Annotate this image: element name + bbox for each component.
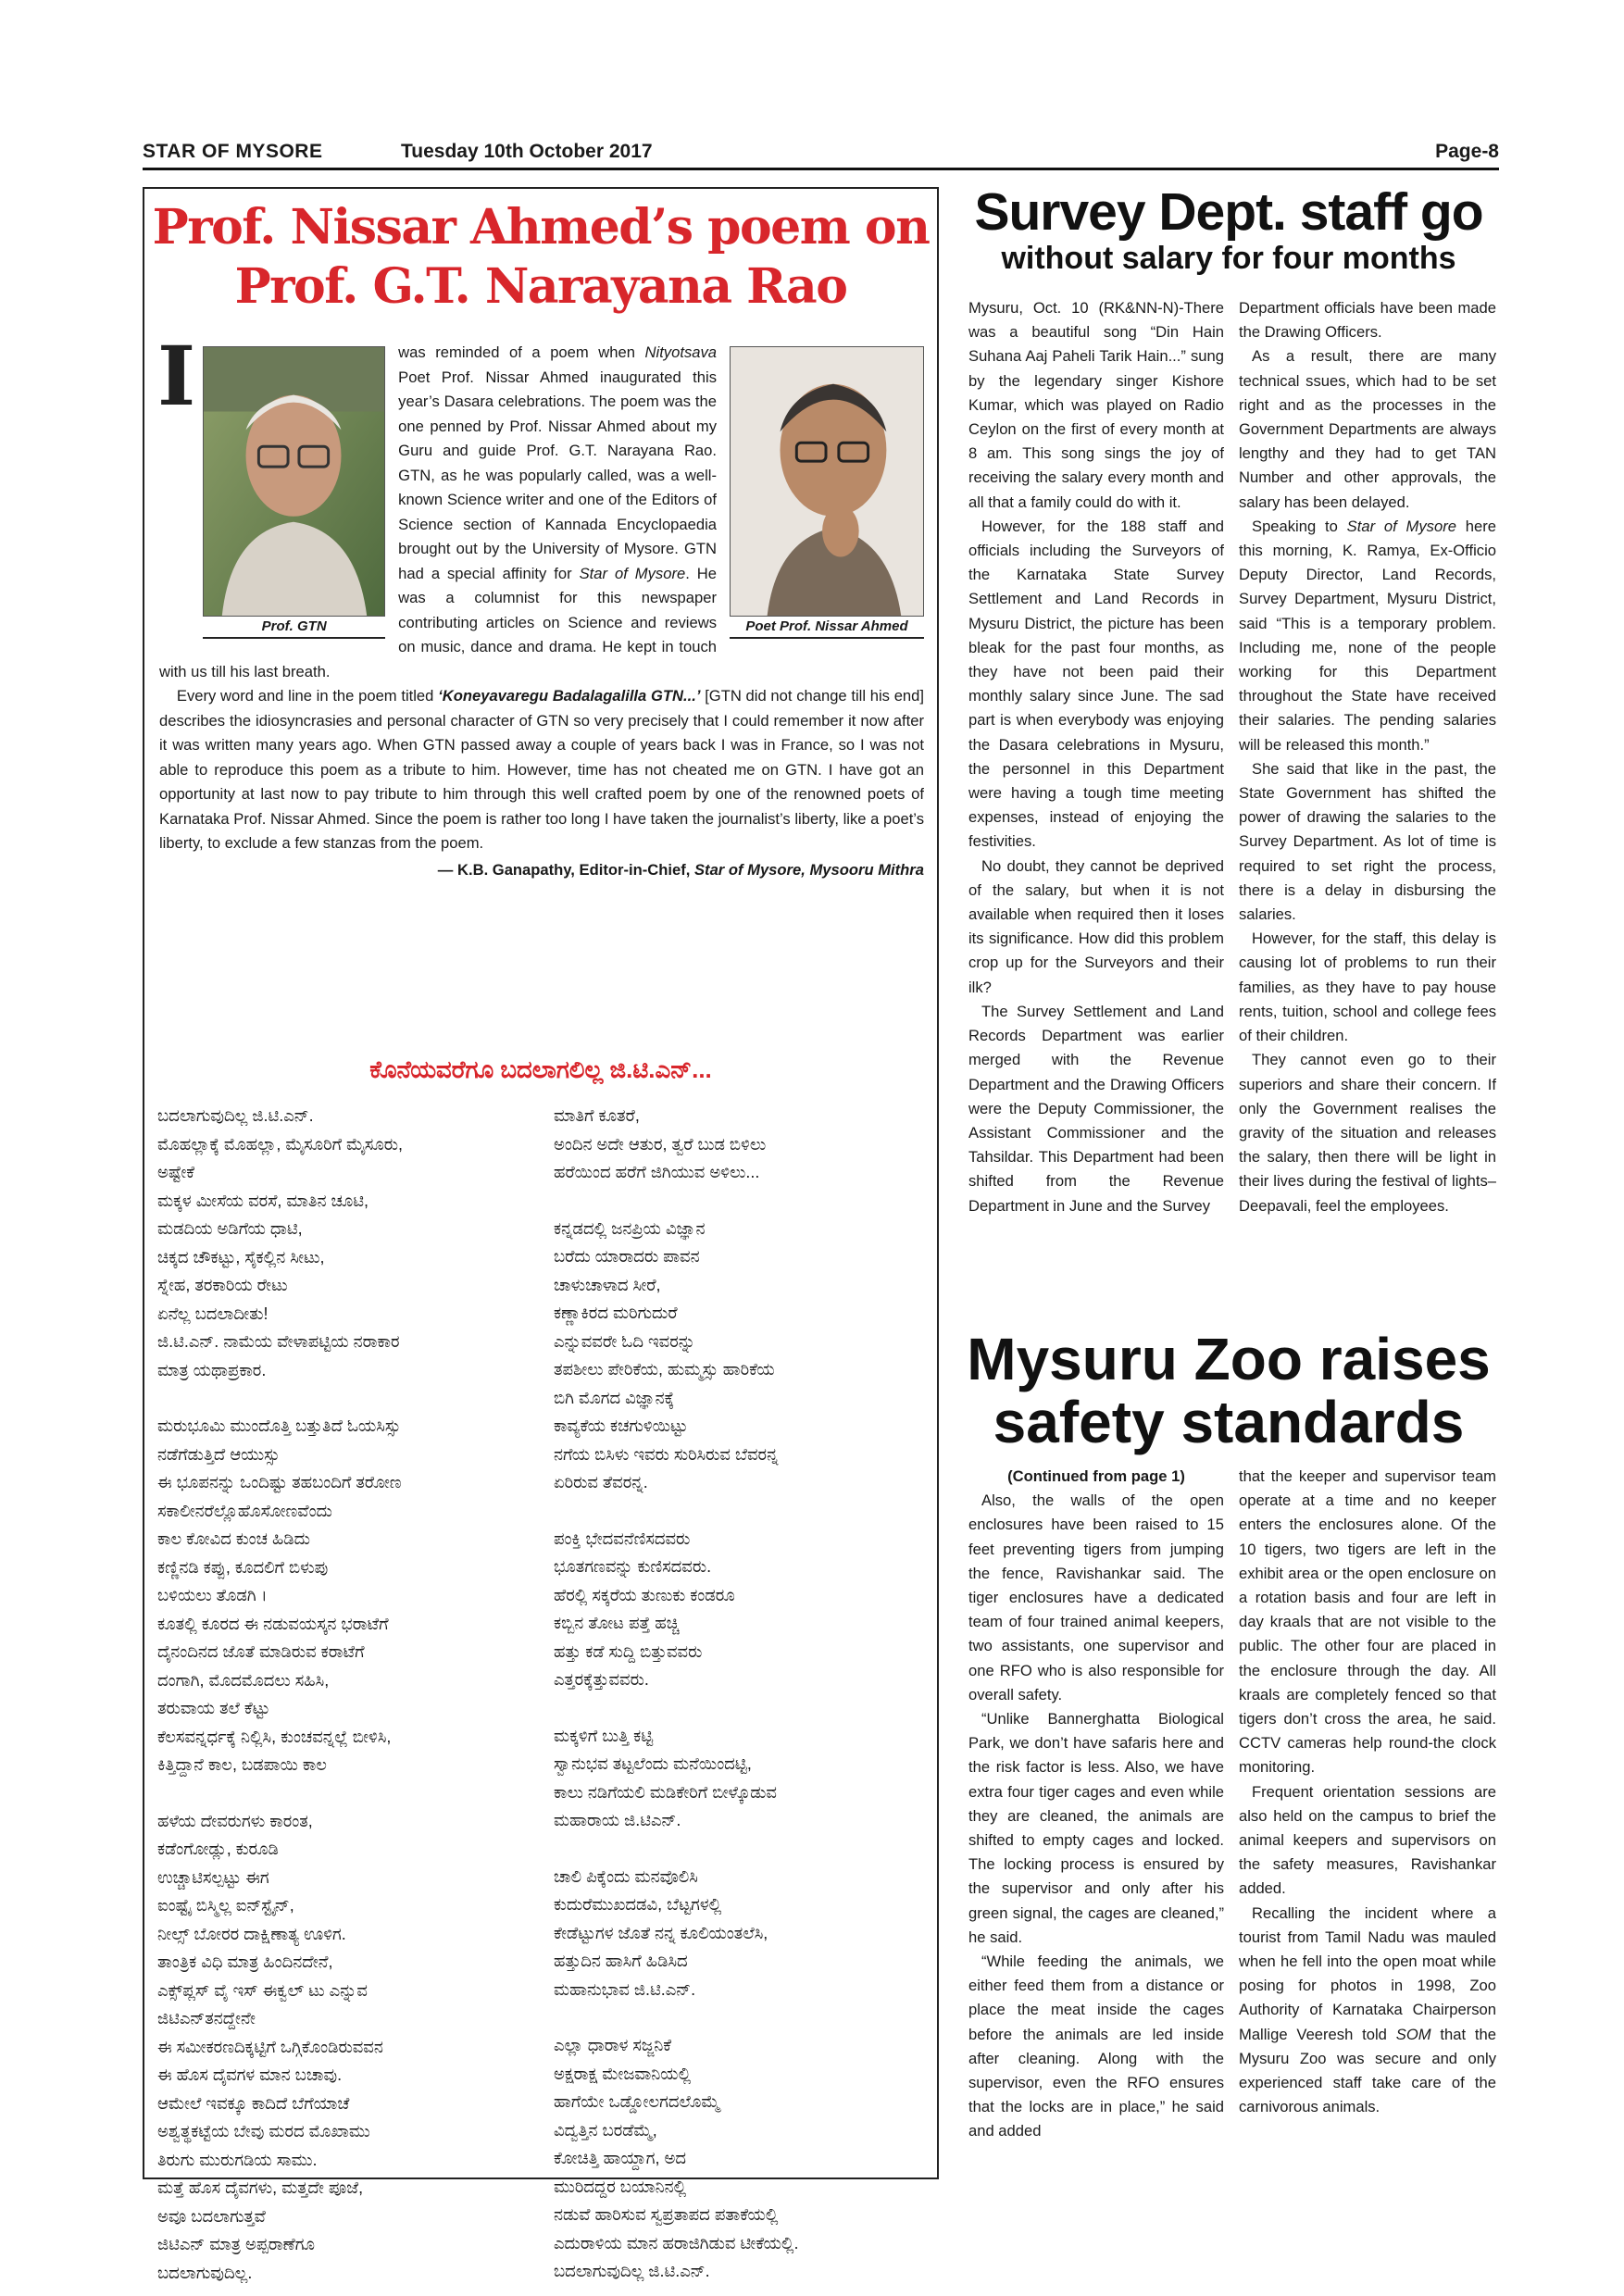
poem-line: ನೀಲ್ಸ್ ಬೋರರ ದಾಕ್ಷಿಣಾತ್ಯ ಊಳಿಗ. bbox=[157, 1924, 346, 1943]
poem-stanza bbox=[554, 1525, 933, 1694]
poem-line: ಅವೂ ಬದಲಾಗುತ್ತವೆ bbox=[157, 2206, 266, 2226]
survey-column-right: Department officials have been made the Drawing Officers. As a result, there are many technical ssues, which had to be set right and as the processes in the Government Departments are always lengthy and they had to get TAN Number and other approvals, the salary has been delayed. Speaking to Star of Mysore here this morning, K. Ramya, Ex-Officio Deputy Director, Land Records, Survey Department, Mysuru District, said “This is a temporary problem. Including me, none of the people working for this Department throughout the State have received their salaries. The pending salaries will be released this month.” She said that like in the past, the State Government has shifted the power of drawing the salaries to the Survey Department. As lot of time is required to set right the process, there is a delay in disbursing the salaries. However, for the staff, this delay is causing lot of problems to run their families, as they have to pay house rents, tuition, school and college fees of their children. They cannot even go to their superiors and share their concern. If only the Government realises the gravity of the situation and releases the salary, then there will be light in their lives during the festival of lights–Deepavali, feel the employees. bbox=[1239, 299, 1496, 1215]
poem-line: ಈ ಸಮೀಕರಣದಿಕ್ಕಟ್ಟಿಗೆ ಒಗ್ಗಿಕೊಂಡಿರುವವನ bbox=[157, 2037, 383, 2056]
poem-line: ಬಳಿಯಲು ತೊಡಗಿ । bbox=[157, 1586, 268, 1604]
poem-line: ಈ ಭೂಪನನ್ನು ಒಂದಿಷ್ಟು ತಹಬಂದಿಗೆ ತರೋಣ bbox=[157, 1473, 402, 1491]
poem-line: ಕಾಲ ಕೋವಿದ ಕುಂಚ ಹಿಡಿದು bbox=[157, 1529, 310, 1548]
poem-line: ಮುರಿದದ್ದರ ಬಯಾನಿನಲ್ಲಿ bbox=[554, 2177, 687, 2196]
poem-line: ದೈನಂದಿನದ ಜೊತೆ ಮಾಡಿರುವ ಕರಾಟೆಗೆ bbox=[157, 1642, 365, 1661]
poem-line: ಕಬ್ಬಿನ ತೋಟ ಪತ್ತೆ ಹಚ್ಚಿ bbox=[554, 1614, 680, 1632]
poem-line: ಅಷ್ಟೇಕೆ bbox=[157, 1163, 195, 1181]
poem-line: ಕಾಲು ನಡಿಗೆಯಲಿ ಮಡಿಕೇರಿಗೆ ಬೀಳ್ಕೊಡುವ bbox=[554, 1782, 777, 1802]
photo-caption: Prof. GTN bbox=[203, 617, 385, 639]
poem-line: ಎನ್ನುವವರೇ ಓದಿ ಇವರನ್ನು bbox=[554, 1331, 695, 1351]
poem-line: ಚಾಲಿ ಪಿಕ್ಕೆಂದು ಮನವೊಲಿಸಿ bbox=[554, 1866, 698, 1886]
feature-intro: I was reminded of a poem when Nityotsava Prof. GTN Poet Prof. Nissar Ahmed Poet Prof. Nissar Ahmed inaugurated this year’s Dasara celebrations. The poem was the one penned by Prof. Nissar Ahmed about my Guru and guide Prof. G.T. Narayana Rao. GTN, as he was popularly called, was a well-known Science writer and one of the Editors of Science section of Kannada Encyclopaedia brought out by the University of Mysore. GTN had a special affinity for Star of Mysore. He was a columnist for this newspaper contributing articles on Science and reviews on music, dance and drama. He kept in touch with us till his last breath. Every word and line in the poem titled ‘Koneyavaregu Badalagalilla GTN...’ [GTN did not change till his end] describes the idiosyncrasies and personal character of GTN so very precisely that I could remember it now after it was written many years ago. When GTN passed away a couple of years back I was in France, so I was not able to reproduce this poem as a tribute to him. However, time has not cheated me on GTN. I have got an opportunity at last now to pay tribute to him through this well crafted poem by one of the renowned poets of Karnataka Prof. Nissar Ahmed. Since the poem is rather too long I have taken the journalist’s liberty, like a poet’s liberty, to exclude a few stanzas from the poem. — K.B. Ganapathy, Editor-in-Chief, Star of Mysore, Mysooru Mithra bbox=[159, 341, 924, 882]
poem-line: ಅಕ್ಷರಾಕ್ಷ ಮೇಜವಾನಿಯಲ್ಲಿ bbox=[554, 2064, 692, 2083]
photo-prof-gtn bbox=[203, 346, 385, 641]
poem-line: ಮಹಾರಾಯ ಜಿ.ಟಿಎನ್. bbox=[554, 1811, 681, 1829]
poem-column-left bbox=[157, 1102, 546, 2296]
survey-headline: Survey Dept. staff go bbox=[974, 182, 1483, 242]
poem-line: ಬಿಗಿ ಮೊಗದ ವಿಜ್ಞಾನಕ್ಕೆ bbox=[554, 1388, 675, 1407]
masthead bbox=[143, 137, 1499, 170]
poem-line: ನಡೆಗೆಡುತ್ತಿದೆ ಆಯುಸ್ಸು bbox=[157, 1444, 281, 1464]
article-paragraph: No doubt, they cannot be deprived of the salary, but when it is not available when required then it loses its significance. How did this problem crop up for the Surveyors and their ilk? bbox=[968, 856, 1224, 996]
poem-line: ಜಿಟಿಎನ್ ಮಾತ್ರ ಅಪ್ಪರಾಣೆಗೂ bbox=[157, 2235, 316, 2253]
poem-line: ಮಾತ್ರ ಯಥಾಪ್ರಕಾರ. bbox=[157, 1360, 267, 1379]
drop-cap: I bbox=[157, 328, 196, 424]
poem-stanza bbox=[554, 1863, 933, 2004]
poem-line: ಅಂದಿನ ಅದೇ ಆತುರ, ತ್ವರೆ ಬುಡ ಬಿಳಿಲು bbox=[554, 1134, 767, 1154]
poem-line: ನಗೆಯ ಬಿಸಿಳು ಇವರು ಸುರಿಸಿರುವ ಬೆವರನ್ನ bbox=[554, 1444, 779, 1464]
article-paragraph: The Survey Settlement and Land Records Department was earlier merged with the Revenue Department and the Drawing Officers were the Deputy Commissioner, the Assistant Commissioner and the Tahsildar. This Department had been shifted from the Revenue Department in June and the Survey bbox=[968, 1002, 1224, 1215]
survey-subheadline: without salary for four months bbox=[1001, 241, 1456, 276]
poem-line: ಮತ್ತೆ ಹೊಸ ದೈವಗಳು, ಮತ್ತದೇ ಪೂಜೆ, bbox=[157, 2178, 364, 2197]
poem-line: ನಡುವೆ ಹಾರಿಸುವ ಸ್ವಪ್ರತಾಪದ ಪತಾಕೆಯಲ್ಲಿ bbox=[554, 2205, 779, 2224]
feature-headline: Prof. Nissar Ahmed’s poem on Prof. G.T. Narayana Rao bbox=[152, 199, 930, 315]
poem-line: ಬರೆದು ಯಾರಾದರು ಪಾವನ bbox=[554, 1247, 700, 1266]
poem-line: ಚಾಳುಚಾಳಾದ ಸೀರೆ, bbox=[554, 1275, 661, 1294]
poem-line: ಕಾವ್ಯಕೆಯ ಕಚಗುಳಿಯಿಟ್ಟು bbox=[554, 1416, 688, 1435]
poem-line: ತಾಂತ್ರಿಕ ವಿಧಿ ಮಾತ್ರ ಹಿಂದಿನದೇನೆ, bbox=[157, 1953, 333, 1971]
poem-line: ಕೆಲಸವನ್ನರ್ಧಕ್ಕೆ ನಿಲ್ಲಿಸಿ, ಕುಂಚವನ್ನಲ್ಲೆ ಬೀಳಿಸಿ, bbox=[157, 1727, 392, 1746]
article-paragraph: “While feeding the animals, we either feed them from a distance or place the meat inside the cages before the animals are led inside after cleaning. Along with the supervisor, even the RFO ensures that the locks are in place,” he said and added bbox=[968, 1953, 1224, 2140]
poem-line: ಸ್ವಾನುಭವ ತಟ್ಟಲೆಂದು ಮನೆಯಿಂದಟ್ಟಿ, bbox=[554, 1754, 752, 1773]
portrait-image bbox=[203, 346, 385, 617]
poem-line: ಸ್ನೇಹ, ತರಕಾರಿಯ ರೇಟು bbox=[157, 1276, 288, 1294]
poem-line: ಬದಲಾಗುವುದಿಲ್ಲ. bbox=[157, 2263, 253, 2282]
poem-line: ಹತ್ತು ಕಡೆ ಸುದ್ದಿ ಬಿತ್ತುವವರು bbox=[554, 1641, 703, 1661]
poem-line: ಬದಲಾಗುವುದಿಲ್ಲ ಜಿ.ಟಿ.ಎನ್. bbox=[157, 1106, 314, 1125]
byline: — K.B. Ganapathy, Editor-in-Chief, Star of Mysore, Mysooru Mithra bbox=[437, 860, 924, 879]
photo-nissar-ahmed bbox=[730, 346, 924, 641]
poem-line: ಎಕ್ಸ್‌ಪ್ಲಸ್ ವೈ ಇಸ್ ಈಕ್ವಲ್ ಟು ಎನ್ನುವ bbox=[157, 1980, 368, 2000]
poem-line: ಚಿಕ್ಕದ ಚೌಕಟ್ಟು, ಸೈಕಲ್ಲಿನ ಸೀಟು, bbox=[157, 1247, 325, 1267]
poem-line: ತರುವಾಯ ತಲೆ ಕೆಟ್ಟು bbox=[157, 1699, 270, 1717]
zoo-column-right: that the keeper and supervisor team operate at a time and no keeper enters the enclosures alone. Of the 10 tigers, two tigers are left in the exhibit area or the open enclosure on a rotation basis and four are left in day kraals that are not visible to the public. The other four are placed in the enclosure through the day. All kraals are completely fenced so that tigers don’t cross the area, he said. CCTV cameras help round-the clock monitoring. Frequent orientation sessions are also held on the campus to brief the animal keepers and supervisors on the safety measures, Ravishankar added. Recalling the incident where a tourist from Tamil Nadu was mauled when he fell into the open moat while posing for photos in 1998, Zoo Authority of Karnataka Chairperson Mallige Veeresh told SOM that the Mysuru Zoo was secure and only experienced staff take care of the carnivorous animals. bbox=[1239, 1467, 1496, 2116]
poem-line: ಹೆರಲ್ಲಿ ಸಕ್ಕರೆಯ ತುಣುಕು ಕಂಡರೂ bbox=[554, 1585, 735, 1604]
poem-line: ಮಕ್ಕಳ ಮೀಸೆಯ ವರಸೆ, ಮಾತಿನ ಚೂಟಿ, bbox=[157, 1191, 369, 1210]
poem-line: ಹರೆಯಿಂದ ಹರೆಗೆ ಜಿಗಿಯುವ ಅಳಿಲು... bbox=[554, 1163, 760, 1181]
poem-line: ಮಡದಿಯ ಅಡಿಗೆಯ ಧಾಟಿ, bbox=[157, 1219, 303, 1238]
poem-line: ಏರಿರುವ ತೆವರನ್ನ. bbox=[554, 1473, 648, 1491]
newspaper-name: STAR OF MYSORE bbox=[143, 141, 323, 162]
photo-caption: Poet Prof. Nissar Ahmed bbox=[730, 617, 924, 639]
poem-line: ಎಲ್ಲಾ ಧಾರಾಳ ಸಜ್ಜನಿಕೆ bbox=[554, 2036, 672, 2054]
poem-line: ಮರುಭೂಮಿ ಮುಂದೊತ್ತಿ ಬತ್ತುತಿದೆ ಓಯಸಿಸ್ಸು bbox=[157, 1416, 401, 1435]
poem-stanza bbox=[554, 1102, 933, 1187]
article-paragraph: Mysuru, Oct. 10 (RK&NN-N)-There was a beautiful song “Din Hain Suhana Aaj Paheli Tarik Hain...” sung by the legendary singer Kishore Kumar, which was played on Radio Ceylon on the first of every month at 8 am. This song sings the joy of receiving the salary every month and all that a family could do with it. bbox=[968, 299, 1224, 511]
zoo-headline: Mysuru Zoo raises bbox=[967, 1326, 1491, 1392]
poem-line: ತಿರುಗು ಮುರುಗಡಿಯ ಸಾಮು. bbox=[157, 2150, 318, 2169]
poem-line: ಕಣ್ಣಿನಡಿ ಕಪ್ಪು, ಕೂದಲಿಗೆ ಬಿಳುಪು bbox=[157, 1557, 329, 1577]
poem-line: ಎತ್ತರಕ್ಕೆತ್ತುವವರು. bbox=[554, 1670, 649, 1689]
poem-column-right bbox=[554, 1102, 933, 2296]
article-paragraph: However, for the 188 staff and officials including the Surveyors of the Karnataka State Survey Settlement and Land Records in Mysuru District, the picture has been bleak for the past four months, as they have not been paid their monthly salary since June. The sad part is when everybody was enjoying the Dasara celebrations in Mysuru, the personnel in this Department were having a tough time meeting expenses, instead of enjoying the festivities. bbox=[968, 517, 1224, 851]
poem-line: ಹಳೆಯ ದೇವರುಗಳು ಕಾರಂತ, bbox=[157, 1811, 313, 1830]
poem-line: ಐಂಷ್ಟೈ ಬಿಸ್ಮಿಲ್ಲ ಐನ್‌ಸ್ಟೈನ್, bbox=[157, 1896, 294, 1915]
poem-stanza bbox=[157, 1807, 546, 2288]
poem-line: ತಪಶೀಲು ಪೇರಿಕೆಯ, ಹುಮ್ಮಸ್ಸು ಹಾರಿಕೆಯ bbox=[554, 1360, 775, 1379]
poem-line: ಈ ಹೊಸ ದೈವಗಳ ಮಾನ ಬಚಾವು. bbox=[157, 2065, 343, 2084]
poem-line: ಹತ್ತುದಿನ ಹಾಸಿಗೆ ಹಿಡಿಸಿದ bbox=[554, 1952, 688, 1970]
poem-line: ಜಿ.ಟಿ.ಎನ್. ನಾಮೆಯ ವೇಳಾಪಟ್ಟಿಯ ನರಾಕಾರ bbox=[157, 1332, 400, 1351]
poem-line: ವಿದ್ವತ್ತಿನ ಬರಡೆಮ್ಮೆ, bbox=[554, 2120, 657, 2140]
issue-date: Tuesday 10th October 2017 bbox=[401, 141, 653, 162]
poem-line: ಬದಲಾಗುವುದಿಲ್ಲ ಜಿ.ಟಿ.ಎನ್. bbox=[554, 2262, 710, 2280]
poem-line: ಎದುರಾಳಿಯ ಮಾನ ಹರಾಜಿಗಿಡುವ ಟೀಕೆಯಲ್ಲಿ. bbox=[554, 2233, 799, 2252]
poem-line: ಮಹಾನುಭಾವ ಜಿ.ಟಿ.ಎನ್. bbox=[554, 1979, 696, 1999]
survey-column-left bbox=[968, 296, 1224, 1218]
article-paragraph: Also, the walls of the open enclosures have been raised to 15 feet preventing tigers from jumping the fence, Ravishankar said. The tiger enclosures have a dedicated team of four trained animal keepers, two assistants, one supervisor and one RFO who is also responsible for overall safety. bbox=[968, 1491, 1224, 1703]
poem-stanza bbox=[554, 2031, 933, 2286]
poem-line: ಕನ್ನಡದಲ್ಲಿ ಜನಪ್ರಿಯ ವಿಜ್ಞಾನ bbox=[554, 1218, 706, 1238]
poem-line: ಮೊಹಲ್ಲಾಕ್ಕೆ ಮೊಹಲ್ಲಾ, ಮೈಸೂರಿಗೆ ಮೈಸೂರು, bbox=[157, 1134, 404, 1154]
poem-line: ಕಣ್ಣಾಕಿರದ ಮರಿಗುದುರೆ bbox=[554, 1304, 678, 1322]
poem-stanza bbox=[554, 1722, 933, 1835]
poem-line: ದಂಗಾಗಿ, ಮೊದಮೊದಲು ಸಹಿಸಿ, bbox=[157, 1670, 330, 1690]
poem-line: ಮಕ್ಕಳಿಗೆ ಬುತ್ತಿ ಕಟ್ಟಿ bbox=[554, 1726, 654, 1745]
page-number: Page-8 bbox=[1435, 141, 1499, 162]
poem-line: ಕೂತಲ್ಲಿ ಕೂರದ ಈ ನಡುವಯಸ್ಕನ ಭರಾಟೆಗೆ bbox=[157, 1614, 389, 1633]
poem-line: ಕಿತ್ತಿದ್ದಾನೆ ಕಾಲ, ಬಡಪಾಯಿ ಕಾಲ bbox=[157, 1755, 327, 1774]
zoo-column-left bbox=[968, 1465, 1224, 2144]
poem-line: ಜಿಟಿಎನ್‌ತನದ್ದೇನೇ bbox=[157, 2009, 256, 2028]
poem-line: ಉಚ್ಚಾಟಿಸಲ್ಪಟ್ಟು ಈಗ bbox=[157, 1867, 269, 1887]
poem-stanza bbox=[554, 1215, 933, 1497]
poem-line: ಸಕಾಲೀನರೆಲ್ಲೊಹೊಸೋಣವೆಂದು bbox=[157, 1501, 332, 1520]
poem-title: ಕೊನೆಯವರೆಗೂ ಬದಲಾಗಲಿಲ್ಲ ಜಿ.ಟಿ.ಎನ್... bbox=[369, 1055, 712, 1083]
poem-line: ಅಶ್ವತ್ಥಕಟ್ಟೆಯ ಬೇವು ಮರದ ಮೊಖಾಮು bbox=[157, 2122, 370, 2140]
zoo-headline-line2: safety standards bbox=[993, 1389, 1465, 1455]
poem-line: ಕಡೆಂಗೋಡ್ಲು, ಕುರೂಡಿ bbox=[157, 1840, 279, 1858]
poem-line: ಹಾಗೆಯೇ ಒಡ್ಡೋಲಗದಲೊಮ್ಮೆ bbox=[554, 2092, 720, 2111]
poem-line: ಕೋಚಿತ್ತಿ ಹಾಯ್ದಾಗ, ಅದ bbox=[554, 2149, 686, 2167]
portrait-image bbox=[730, 346, 924, 617]
feature-article bbox=[143, 187, 939, 2282]
continued-note: (Continued from page 1) bbox=[1007, 1467, 1185, 1485]
poem-line: ಮಾತಿಗೆ ಕೂತರೆ, bbox=[554, 1106, 640, 1125]
poem-line: ಪಂಕ್ತಿ ಭೇದವನೆಣಿಸದವರು bbox=[554, 1529, 691, 1548]
article-paragraph: “Unlike Bannerghatta Biological Park, we don’t have safaris here and the risk factor is less. Also, we have extra four tiger cages and even while they are cleaned, the animals are shifted to empty cages and locked. The locking process is ensured by the supervisor and only after his green signal, the cages are cleaned,” he said. bbox=[968, 1710, 1224, 1946]
poem-stanza bbox=[157, 1102, 546, 1384]
poem-line: ಕೇಡೆಟ್ಟುಗಳ ಜೊತೆ ನನ್ನ ಕೂಲಿಯಂತಲೆಸಿ, bbox=[554, 1923, 768, 1942]
poem-line: ಕುದುರೆಮುಖದಡವಿ, ಬೆಟ್ಟಗಳಲ್ಲಿ bbox=[554, 1895, 722, 1914]
poem-line: ಏನೆಲ್ಲ ಬದಲಾದೀತು! bbox=[157, 1304, 269, 1323]
poem-stanza bbox=[157, 1412, 546, 1779]
poem-line: ಭೂತಗಣವನ್ನು ಕುಣಿಸದವರು. bbox=[554, 1557, 712, 1576]
poem-line: ಆಮೇಲೆ ಇವಕ್ಕೂ ಕಾದಿದೆ ಬೆಗೆಯಾಚೆ bbox=[157, 2093, 350, 2113]
